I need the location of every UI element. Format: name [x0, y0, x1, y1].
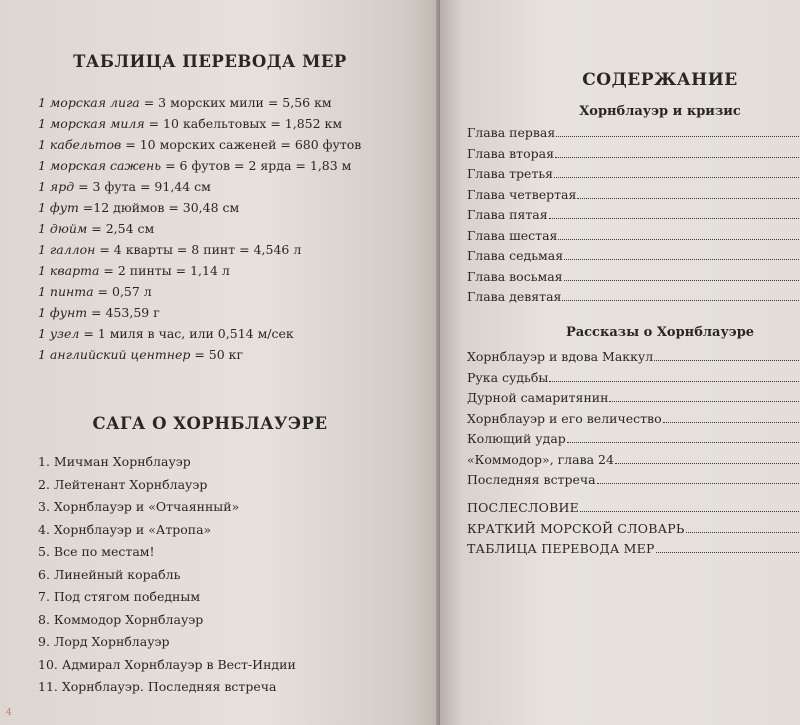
measure-row: 1 ярд = 3 фута = 91,44 см	[38, 179, 211, 194]
toc-entry: Глава вторая	[467, 144, 800, 165]
leader-dots	[615, 463, 800, 464]
saga-item: 1. Мичман Хорнблауэр	[38, 454, 191, 469]
toc-entry: Глава первая	[467, 123, 800, 144]
section-title-stories: Рассказы о Хорнблауэре	[565, 325, 755, 340]
toc-entry: Глава восьмая	[467, 267, 800, 288]
leader-dots	[564, 280, 800, 281]
measure-row: 1 кабельтов = 10 морских саженей = 680 футов	[38, 137, 362, 152]
saga-item: 2. Лейтенант Хорнблауэр	[38, 476, 208, 492]
toc-entry: КРАТКИЙ МОРСКОЙ СЛОВАРЬ	[467, 519, 800, 540]
saga-title: САГА О ХОРНБЛАУЭРЕ	[92, 414, 328, 433]
toc-entry: Глава шестая	[467, 226, 800, 247]
measure-row: 1 узел = 1 миля в час, или 0,514 м/сек	[38, 326, 294, 341]
toc-section-appendix	[467, 498, 800, 560]
toc-entry: Рука судьбы	[467, 368, 800, 389]
measures-list	[38, 92, 428, 365]
toc-entry: Глава девятая	[467, 287, 800, 308]
toc-entry: Глава пятая	[467, 205, 800, 226]
leader-dots	[656, 552, 800, 553]
measure-row: 1 фут =12 дюймов = 30,48 см	[38, 200, 240, 215]
corner-mark: 4	[6, 708, 12, 718]
measure-row: 1 галлон = 4 кварты = 8 пинт = 4,546 л	[38, 242, 302, 257]
measure-row: 1 морская сажень = 6 футов = 2 ярда = 1,83 м	[38, 158, 352, 173]
toc-section-crisis	[467, 123, 800, 308]
toc-entry: Колющий удар	[467, 429, 800, 450]
leader-dots	[654, 360, 800, 361]
leader-dots	[549, 218, 800, 219]
measure-row: 1 дюйм = 2,54 см	[38, 221, 155, 236]
toc-entry: Глава седьмая	[467, 246, 800, 267]
leader-dots	[567, 442, 800, 443]
leader-dots	[577, 198, 800, 199]
toc-entry: «Коммодор», глава 24	[467, 450, 800, 471]
saga-item: 10. Адмирал Хорнблауэр в Вест-Индии	[38, 656, 296, 672]
toc-entry: ТАБЛИЦА ПЕРЕВОДА МЕР	[467, 539, 800, 560]
leader-dots	[580, 511, 800, 512]
leader-dots	[558, 239, 800, 240]
saga-list	[38, 451, 428, 699]
leader-dots	[554, 177, 800, 178]
saga-item: 7. Под стягом победным	[38, 589, 201, 604]
toc-entry: Глава третья	[467, 164, 800, 185]
toc-entry: ПОСЛЕСЛОВИЕ	[467, 498, 800, 519]
toc-section-stories	[467, 347, 800, 491]
measure-row: 1 морская миля = 10 кабельтовых = 1,852 км	[38, 116, 343, 131]
contents-title: СОДЕРЖАНИЕ	[582, 70, 738, 90]
leader-dots	[556, 136, 800, 137]
leader-dots	[597, 483, 800, 484]
toc-entry: Хорнблауэр и вдова Маккул	[467, 347, 800, 368]
leader-dots	[555, 157, 800, 158]
saga-item: 11. Хорнблауэр. Последняя встреча	[38, 679, 277, 694]
measure-row: 1 английский центнер = 50 кг	[38, 347, 244, 362]
leader-dots	[663, 422, 800, 423]
saga-item: 8. Коммодор Хорнблауэр	[38, 611, 204, 627]
saga-item: 5. Все по местам!	[38, 544, 155, 559]
saga-item: 3. Хорнблауэр и «Отчаянный»	[38, 499, 240, 514]
toc-entry: Последняя встреча	[467, 470, 800, 491]
measure-row: 1 морская лига = 3 морских мили = 5,56 км	[38, 95, 332, 110]
measures-title: ТАБЛИЦА ПЕРЕВОДА МЕР	[73, 52, 347, 71]
saga-item: 6. Линейный корабль	[38, 566, 181, 582]
leader-dots	[564, 259, 800, 260]
toc-entry: Хорнблауэр и его величество	[467, 409, 800, 430]
leader-dots	[549, 381, 800, 382]
section-title-crisis: Хорнблауэр и кризис	[579, 104, 741, 119]
leader-dots	[562, 300, 800, 301]
measure-row: 1 кварта = 2 пинты = 1,14 л	[38, 263, 230, 278]
leader-dots	[686, 532, 800, 533]
saga-item: 4. Хорнблауэр и «Атропа»	[38, 521, 212, 537]
measure-row: 1 пинта = 0,57 л	[38, 284, 152, 299]
toc-entry: Дурной самаритянин	[467, 388, 800, 409]
toc-entry: Глава четвертая	[467, 185, 800, 206]
leader-dots	[609, 401, 800, 402]
saga-item: 9. Лорд Хорнблауэр	[38, 634, 170, 649]
measure-row: 1 фунт = 453,59 г	[38, 305, 160, 320]
right-page	[440, 0, 800, 725]
